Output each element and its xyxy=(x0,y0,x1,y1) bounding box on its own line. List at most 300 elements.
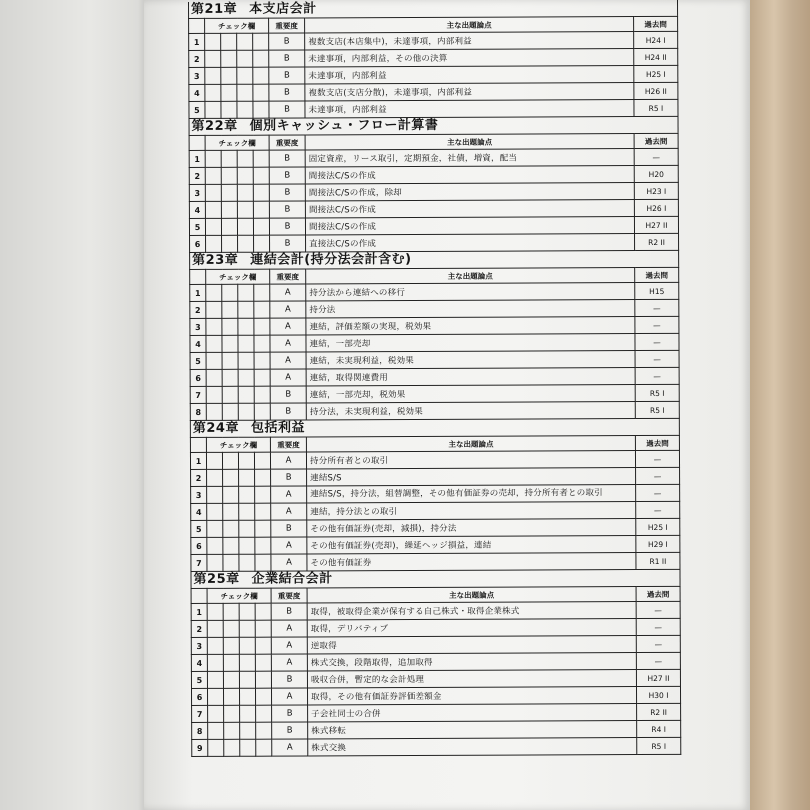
check-box-cell[interactable] xyxy=(253,84,269,101)
importance-header: 重要度 xyxy=(269,18,305,33)
check-box-cell[interactable] xyxy=(222,452,238,469)
check-box-cell[interactable] xyxy=(205,184,221,201)
check-box-cell[interactable] xyxy=(207,620,223,637)
problem-number: 5 xyxy=(189,218,205,235)
table-row xyxy=(191,686,680,705)
table-row xyxy=(189,48,678,67)
table-row xyxy=(189,82,678,101)
check-box-cell[interactable] xyxy=(224,705,240,722)
past-exam-cell: H26 I xyxy=(634,199,678,216)
check-box-cell[interactable] xyxy=(255,554,271,571)
importance-cell: A xyxy=(271,620,307,637)
past-exam-cell: R1 II xyxy=(636,552,680,569)
check-box-cell[interactable] xyxy=(222,318,238,335)
check-box-cell[interactable] xyxy=(207,654,223,671)
check-box-cell[interactable] xyxy=(238,235,254,252)
check-box-cell[interactable] xyxy=(221,201,237,218)
check-box-cell[interactable] xyxy=(256,739,272,756)
table-row xyxy=(192,703,681,722)
topic-cell: 間接法C/Sの作成 xyxy=(305,217,634,235)
check-box-cell[interactable] xyxy=(206,284,222,301)
check-box-cell[interactable] xyxy=(206,235,222,252)
past-exam-cell: R2 II xyxy=(635,233,679,250)
check-box-cell[interactable] xyxy=(223,486,239,503)
problem-number: 9 xyxy=(192,739,208,756)
problem-number: 1 xyxy=(191,603,207,620)
topic-cell: 連結，持分法との取引 xyxy=(307,502,636,520)
topic-cell: 複数支店(本店集中)，未達事項，内部利益 xyxy=(305,32,634,50)
table-row xyxy=(191,467,680,486)
check-box-cell[interactable] xyxy=(237,50,253,67)
importance-cell: A xyxy=(270,452,306,469)
importance-cell: A xyxy=(271,503,307,520)
check-box-cell[interactable] xyxy=(253,50,269,67)
check-box-cell[interactable] xyxy=(239,688,255,705)
check-box-cell[interactable] xyxy=(205,167,221,184)
check-box-cell[interactable] xyxy=(224,739,240,756)
check-box-cell[interactable] xyxy=(254,386,270,403)
check-box-cell[interactable] xyxy=(205,50,221,67)
table-row xyxy=(191,535,680,554)
check-box-cell[interactable] xyxy=(207,688,223,705)
check-box-cell[interactable] xyxy=(206,318,222,335)
check-box-cell[interactable] xyxy=(239,486,255,503)
check-box-cell[interactable] xyxy=(237,84,253,101)
check-box-cell[interactable] xyxy=(237,218,253,235)
table-row xyxy=(189,182,678,201)
check-box-cell[interactable] xyxy=(206,352,222,369)
problem-table xyxy=(188,16,678,119)
importance-cell: B xyxy=(269,150,305,167)
problem-number: 3 xyxy=(190,318,206,335)
table-row xyxy=(192,720,681,739)
check-box-cell[interactable] xyxy=(224,722,240,739)
table-row xyxy=(190,316,679,335)
check-box-cell[interactable] xyxy=(206,403,222,420)
check-box-cell[interactable] xyxy=(253,201,269,218)
table-row xyxy=(189,31,678,50)
check-box-cell[interactable] xyxy=(207,520,223,537)
check-box-cell[interactable] xyxy=(238,452,254,469)
check-box-cell[interactable] xyxy=(207,603,223,620)
importance-cell: B xyxy=(269,50,305,67)
problem-number: 2 xyxy=(191,620,207,637)
check-box-cell[interactable] xyxy=(223,469,239,486)
check-box-cell[interactable] xyxy=(223,688,239,705)
check-column-header: チェック欄 xyxy=(206,437,270,452)
past-exam-header: 過去問 xyxy=(634,16,678,31)
check-box-cell[interactable] xyxy=(223,620,239,637)
topic-cell: 連結S/S xyxy=(307,468,636,486)
problem-number: 5 xyxy=(191,520,207,537)
book-page xyxy=(144,0,750,810)
check-box-cell[interactable] xyxy=(221,184,237,201)
check-box-cell[interactable] xyxy=(222,386,238,403)
number-header xyxy=(189,18,205,33)
past-exam-cell: — xyxy=(634,148,678,165)
problem-number: 7 xyxy=(192,705,208,722)
past-exam-cell: H29 I xyxy=(636,535,680,552)
check-box-cell[interactable] xyxy=(207,554,223,571)
check-box-cell[interactable] xyxy=(255,654,271,671)
table-row xyxy=(189,165,678,184)
check-box-cell[interactable] xyxy=(222,335,238,352)
check-box-cell[interactable] xyxy=(237,101,253,118)
importance-cell: A xyxy=(271,537,307,554)
check-box-cell[interactable] xyxy=(206,369,222,386)
check-box-cell[interactable] xyxy=(255,671,271,688)
check-box-cell[interactable] xyxy=(222,352,238,369)
check-box-cell[interactable] xyxy=(221,33,237,50)
importance-cell: A xyxy=(271,486,307,503)
topic-cell: 連結，未実現利益，税効果 xyxy=(306,351,635,369)
table-row xyxy=(190,299,679,318)
check-box-cell[interactable] xyxy=(255,503,271,520)
check-box-cell[interactable] xyxy=(254,369,270,386)
check-box-cell[interactable] xyxy=(239,620,255,637)
check-box-cell[interactable] xyxy=(207,469,223,486)
check-box-cell[interactable] xyxy=(240,705,256,722)
check-box-cell[interactable] xyxy=(253,184,269,201)
check-box-cell[interactable] xyxy=(238,335,254,352)
problem-number: 2 xyxy=(189,167,205,184)
chapter-number: 第22章 xyxy=(191,118,238,134)
past-exam-cell: — xyxy=(636,618,680,635)
chapter-number: 第21章 xyxy=(190,1,238,17)
check-box-cell[interactable] xyxy=(255,469,271,486)
check-box-cell[interactable] xyxy=(223,637,239,654)
check-box-cell[interactable] xyxy=(221,101,237,118)
check-box-cell[interactable] xyxy=(223,503,239,520)
past-exam-cell: — xyxy=(635,350,679,367)
check-box-cell[interactable] xyxy=(239,520,255,537)
check-box-cell[interactable] xyxy=(206,335,222,352)
past-exam-cell: H25 I xyxy=(634,65,678,82)
check-box-cell[interactable] xyxy=(222,235,238,252)
problem-number: 3 xyxy=(189,67,205,84)
importance-cell: A xyxy=(270,335,306,352)
past-exam-cell: — xyxy=(636,467,680,484)
problem-index xyxy=(188,0,681,757)
check-box-cell[interactable] xyxy=(254,352,270,369)
check-box-cell[interactable] xyxy=(255,537,271,554)
check-box-cell[interactable] xyxy=(223,603,239,620)
chapter-title: 企業結合会計 xyxy=(251,571,333,587)
past-exam-cell: R5 I xyxy=(637,737,681,754)
past-exam-cell: H15 xyxy=(635,282,679,299)
topic-cell: その他有価証券(売却，減損)，持分法 xyxy=(307,519,636,537)
past-exam-cell: H27 II xyxy=(636,669,680,686)
chapter-number: 第23章 xyxy=(192,252,239,268)
check-box-cell[interactable] xyxy=(253,167,269,184)
problem-number: 4 xyxy=(189,84,205,101)
check-box-cell[interactable] xyxy=(238,352,254,369)
problem-number: 4 xyxy=(191,654,207,671)
check-box-cell[interactable] xyxy=(253,101,269,118)
table-row xyxy=(190,401,679,420)
chapter-title: 本支店会計 xyxy=(249,1,317,17)
check-box-cell[interactable] xyxy=(237,150,253,167)
check-box-cell[interactable] xyxy=(238,318,254,335)
topic-cell: 連結，評価差額の実現，税効果 xyxy=(306,317,635,335)
check-box-cell[interactable] xyxy=(253,33,269,50)
table-row xyxy=(191,652,680,671)
table-row xyxy=(190,367,679,386)
topic-cell: 株式交換，段階取得，追加取得 xyxy=(307,653,636,671)
check-box-cell[interactable] xyxy=(239,503,255,520)
check-box-cell[interactable] xyxy=(237,201,253,218)
check-box-cell[interactable] xyxy=(240,722,256,739)
check-box-cell[interactable] xyxy=(221,167,237,184)
importance-cell: B xyxy=(269,184,305,201)
check-box-cell[interactable] xyxy=(256,705,272,722)
check-column-header: チェック欄 xyxy=(205,135,269,150)
table-row xyxy=(190,350,679,369)
table-row xyxy=(189,216,678,235)
problem-number: 6 xyxy=(191,537,207,554)
check-box-cell[interactable] xyxy=(237,167,253,184)
problem-number: 1 xyxy=(190,452,206,469)
topic-cell: 未達事項，内部利益 xyxy=(305,100,634,118)
topic-cell: 複数支店(支店分散)，未達事項，内部利益 xyxy=(305,83,634,101)
check-box-cell[interactable] xyxy=(254,301,270,318)
check-box-cell[interactable] xyxy=(253,218,269,235)
chapter-title: 個別キャッシュ・フロー計算書 xyxy=(249,117,439,134)
topic-cell: 株式交換 xyxy=(308,738,637,756)
check-box-cell[interactable] xyxy=(239,654,255,671)
table-row xyxy=(191,635,680,654)
problem-number: 3 xyxy=(191,486,207,503)
topic-cell: 連結，一部売却，税効果 xyxy=(306,385,635,403)
problem-number: 3 xyxy=(189,184,205,201)
check-box-cell[interactable] xyxy=(255,486,271,503)
check-box-cell[interactable] xyxy=(207,537,223,554)
past-exam-header: 過去問 xyxy=(636,586,680,601)
check-box-cell[interactable] xyxy=(221,67,237,84)
table-row xyxy=(191,601,680,620)
points-header: 主な出題論点 xyxy=(307,587,636,603)
check-box-cell[interactable] xyxy=(221,150,237,167)
chapter-number: 第24章 xyxy=(192,420,239,436)
topic-cell: 取得，その他有価証券評価差額金 xyxy=(308,687,637,705)
importance-cell: B xyxy=(271,520,307,537)
table-row xyxy=(189,148,678,167)
check-box-cell[interactable] xyxy=(208,705,224,722)
importance-cell: A xyxy=(270,301,306,318)
check-box-cell[interactable] xyxy=(237,33,253,50)
problem-number: 5 xyxy=(191,671,207,688)
past-exam-cell: H25 I xyxy=(636,518,680,535)
problem-number: 8 xyxy=(190,403,206,420)
past-exam-cell: H30 I xyxy=(636,686,680,703)
check-box-cell[interactable] xyxy=(208,722,224,739)
check-column-header: チェック欄 xyxy=(205,18,269,33)
check-box-cell[interactable] xyxy=(207,637,223,654)
check-box-cell[interactable] xyxy=(254,452,270,469)
check-box-cell[interactable] xyxy=(255,620,271,637)
problem-number: 6 xyxy=(191,688,207,705)
past-exam-cell: — xyxy=(635,333,679,350)
table-row xyxy=(190,333,679,352)
problem-number: 1 xyxy=(189,150,205,167)
check-box-cell[interactable] xyxy=(222,284,238,301)
check-box-cell[interactable] xyxy=(237,67,253,84)
check-box-cell[interactable] xyxy=(239,554,255,571)
check-box-cell[interactable] xyxy=(206,452,222,469)
past-exam-cell: — xyxy=(636,501,680,518)
check-column-header: チェック欄 xyxy=(206,269,270,284)
table-row xyxy=(189,199,678,218)
problem-number: 2 xyxy=(190,301,206,318)
topic-cell: 持分法から連結への移行 xyxy=(306,283,635,301)
points-header: 主な出題論点 xyxy=(305,17,634,33)
importance-cell: B xyxy=(272,705,308,722)
check-box-cell[interactable] xyxy=(221,84,237,101)
topic-cell: 固定資産，リース取引，定期預金，社債，増資，配当 xyxy=(305,149,634,167)
check-box-cell[interactable] xyxy=(240,739,256,756)
past-exam-cell: H23 I xyxy=(634,182,678,199)
check-box-cell[interactable] xyxy=(254,318,270,335)
chapter-title: 包括利益 xyxy=(250,420,306,436)
check-box-cell[interactable] xyxy=(205,67,221,84)
check-box-cell[interactable] xyxy=(238,386,254,403)
past-exam-cell: H24 II xyxy=(634,48,678,65)
check-box-cell[interactable] xyxy=(206,301,222,318)
problem-number: 8 xyxy=(192,722,208,739)
check-box-cell[interactable] xyxy=(205,33,221,50)
problem-number: 4 xyxy=(190,335,206,352)
check-box-cell[interactable] xyxy=(239,537,255,554)
past-exam-cell: R4 I xyxy=(637,720,681,737)
check-box-cell[interactable] xyxy=(221,50,237,67)
past-exam-header: 過去問 xyxy=(635,435,679,450)
check-box-cell[interactable] xyxy=(222,301,238,318)
check-box-cell[interactable] xyxy=(253,67,269,84)
number-header xyxy=(190,437,206,452)
topic-cell: 株式移転 xyxy=(308,721,637,739)
check-box-cell[interactable] xyxy=(238,369,254,386)
check-box-cell[interactable] xyxy=(254,235,270,252)
problem-number: 7 xyxy=(191,554,207,571)
past-exam-cell: — xyxy=(635,316,679,333)
importance-cell: B xyxy=(270,386,306,403)
check-box-cell[interactable] xyxy=(255,520,271,537)
check-box-cell[interactable] xyxy=(206,386,222,403)
topic-cell: その他有価証券(売却)，繰延ヘッジ損益，連結 xyxy=(307,536,636,554)
problem-table xyxy=(190,435,681,572)
importance-cell: A xyxy=(270,284,306,301)
problem-number: 3 xyxy=(191,637,207,654)
check-box-cell[interactable] xyxy=(238,301,254,318)
importance-cell: B xyxy=(271,603,307,620)
check-box-cell[interactable] xyxy=(205,150,221,167)
importance-cell: B xyxy=(271,671,307,688)
problem-number: 2 xyxy=(191,469,207,486)
problem-number: 4 xyxy=(189,201,205,218)
check-box-cell[interactable] xyxy=(253,150,269,167)
check-box-cell[interactable] xyxy=(205,201,221,218)
chapter-number: 第25章 xyxy=(193,571,240,587)
importance-cell: B xyxy=(269,218,305,235)
check-box-cell[interactable] xyxy=(223,537,239,554)
past-exam-cell: R5 I xyxy=(635,384,679,401)
check-box-cell[interactable] xyxy=(237,184,253,201)
problem-number: 2 xyxy=(189,50,205,67)
check-box-cell[interactable] xyxy=(239,671,255,688)
importance-cell: B xyxy=(272,722,308,739)
topic-cell: その他有価証券 xyxy=(307,553,636,571)
check-box-cell[interactable] xyxy=(254,335,270,352)
check-box-cell[interactable] xyxy=(254,403,270,420)
check-box-cell[interactable] xyxy=(255,603,271,620)
check-box-cell[interactable] xyxy=(207,503,223,520)
check-box-cell[interactable] xyxy=(238,403,254,420)
past-exam-cell: — xyxy=(636,635,680,652)
topic-cell: 未達事項，内部利益，その他の決算 xyxy=(305,49,634,67)
table-row xyxy=(191,669,680,688)
topic-cell: 間接法C/Sの作成，除却 xyxy=(305,183,634,201)
check-box-cell[interactable] xyxy=(238,284,254,301)
topic-cell: 逆取得 xyxy=(307,636,636,654)
importance-cell: A xyxy=(270,369,306,386)
importance-cell: B xyxy=(269,67,305,84)
check-box-cell[interactable] xyxy=(223,671,239,688)
check-box-cell[interactable] xyxy=(223,654,239,671)
check-box-cell[interactable] xyxy=(254,284,270,301)
past-exam-cell: — xyxy=(636,601,680,618)
importance-cell: A xyxy=(272,688,308,705)
check-box-cell[interactable] xyxy=(256,722,272,739)
importance-cell: A xyxy=(271,654,307,671)
check-box-cell[interactable] xyxy=(239,637,255,654)
check-box-cell[interactable] xyxy=(223,520,239,537)
check-box-cell[interactable] xyxy=(239,469,255,486)
topic-cell: 間接法C/Sの作成 xyxy=(305,166,634,184)
check-box-cell[interactable] xyxy=(222,369,238,386)
problem-table xyxy=(189,267,680,421)
check-box-cell[interactable] xyxy=(207,671,223,688)
table-row xyxy=(192,737,681,756)
past-exam-cell: R2 II xyxy=(637,703,681,720)
table-row xyxy=(191,618,680,637)
importance-header: 重要度 xyxy=(270,269,306,284)
check-box-cell[interactable] xyxy=(239,603,255,620)
check-box-cell[interactable] xyxy=(255,637,271,654)
check-box-cell[interactable] xyxy=(207,486,223,503)
wooden-surface xyxy=(750,0,810,810)
check-box-cell[interactable] xyxy=(208,739,224,756)
importance-header: 重要度 xyxy=(271,588,307,603)
importance-cell: B xyxy=(269,33,305,50)
check-box-cell[interactable] xyxy=(223,554,239,571)
check-box-cell[interactable] xyxy=(205,218,221,235)
points-header: 主な出題論点 xyxy=(306,268,635,284)
problem-number: 6 xyxy=(190,235,206,252)
past-exam-cell: — xyxy=(635,450,679,467)
check-box-cell[interactable] xyxy=(205,101,221,118)
points-header: 主な出題論点 xyxy=(306,436,635,452)
problem-number: 6 xyxy=(190,369,206,386)
check-box-cell[interactable] xyxy=(222,403,238,420)
past-exam-cell: — xyxy=(636,652,680,669)
problem-number: 5 xyxy=(189,101,205,118)
check-box-cell[interactable] xyxy=(205,84,221,101)
importance-cell: A xyxy=(272,739,308,756)
table-row xyxy=(190,450,679,469)
check-box-cell[interactable] xyxy=(221,218,237,235)
table-row xyxy=(190,233,679,252)
check-box-cell[interactable] xyxy=(255,688,271,705)
